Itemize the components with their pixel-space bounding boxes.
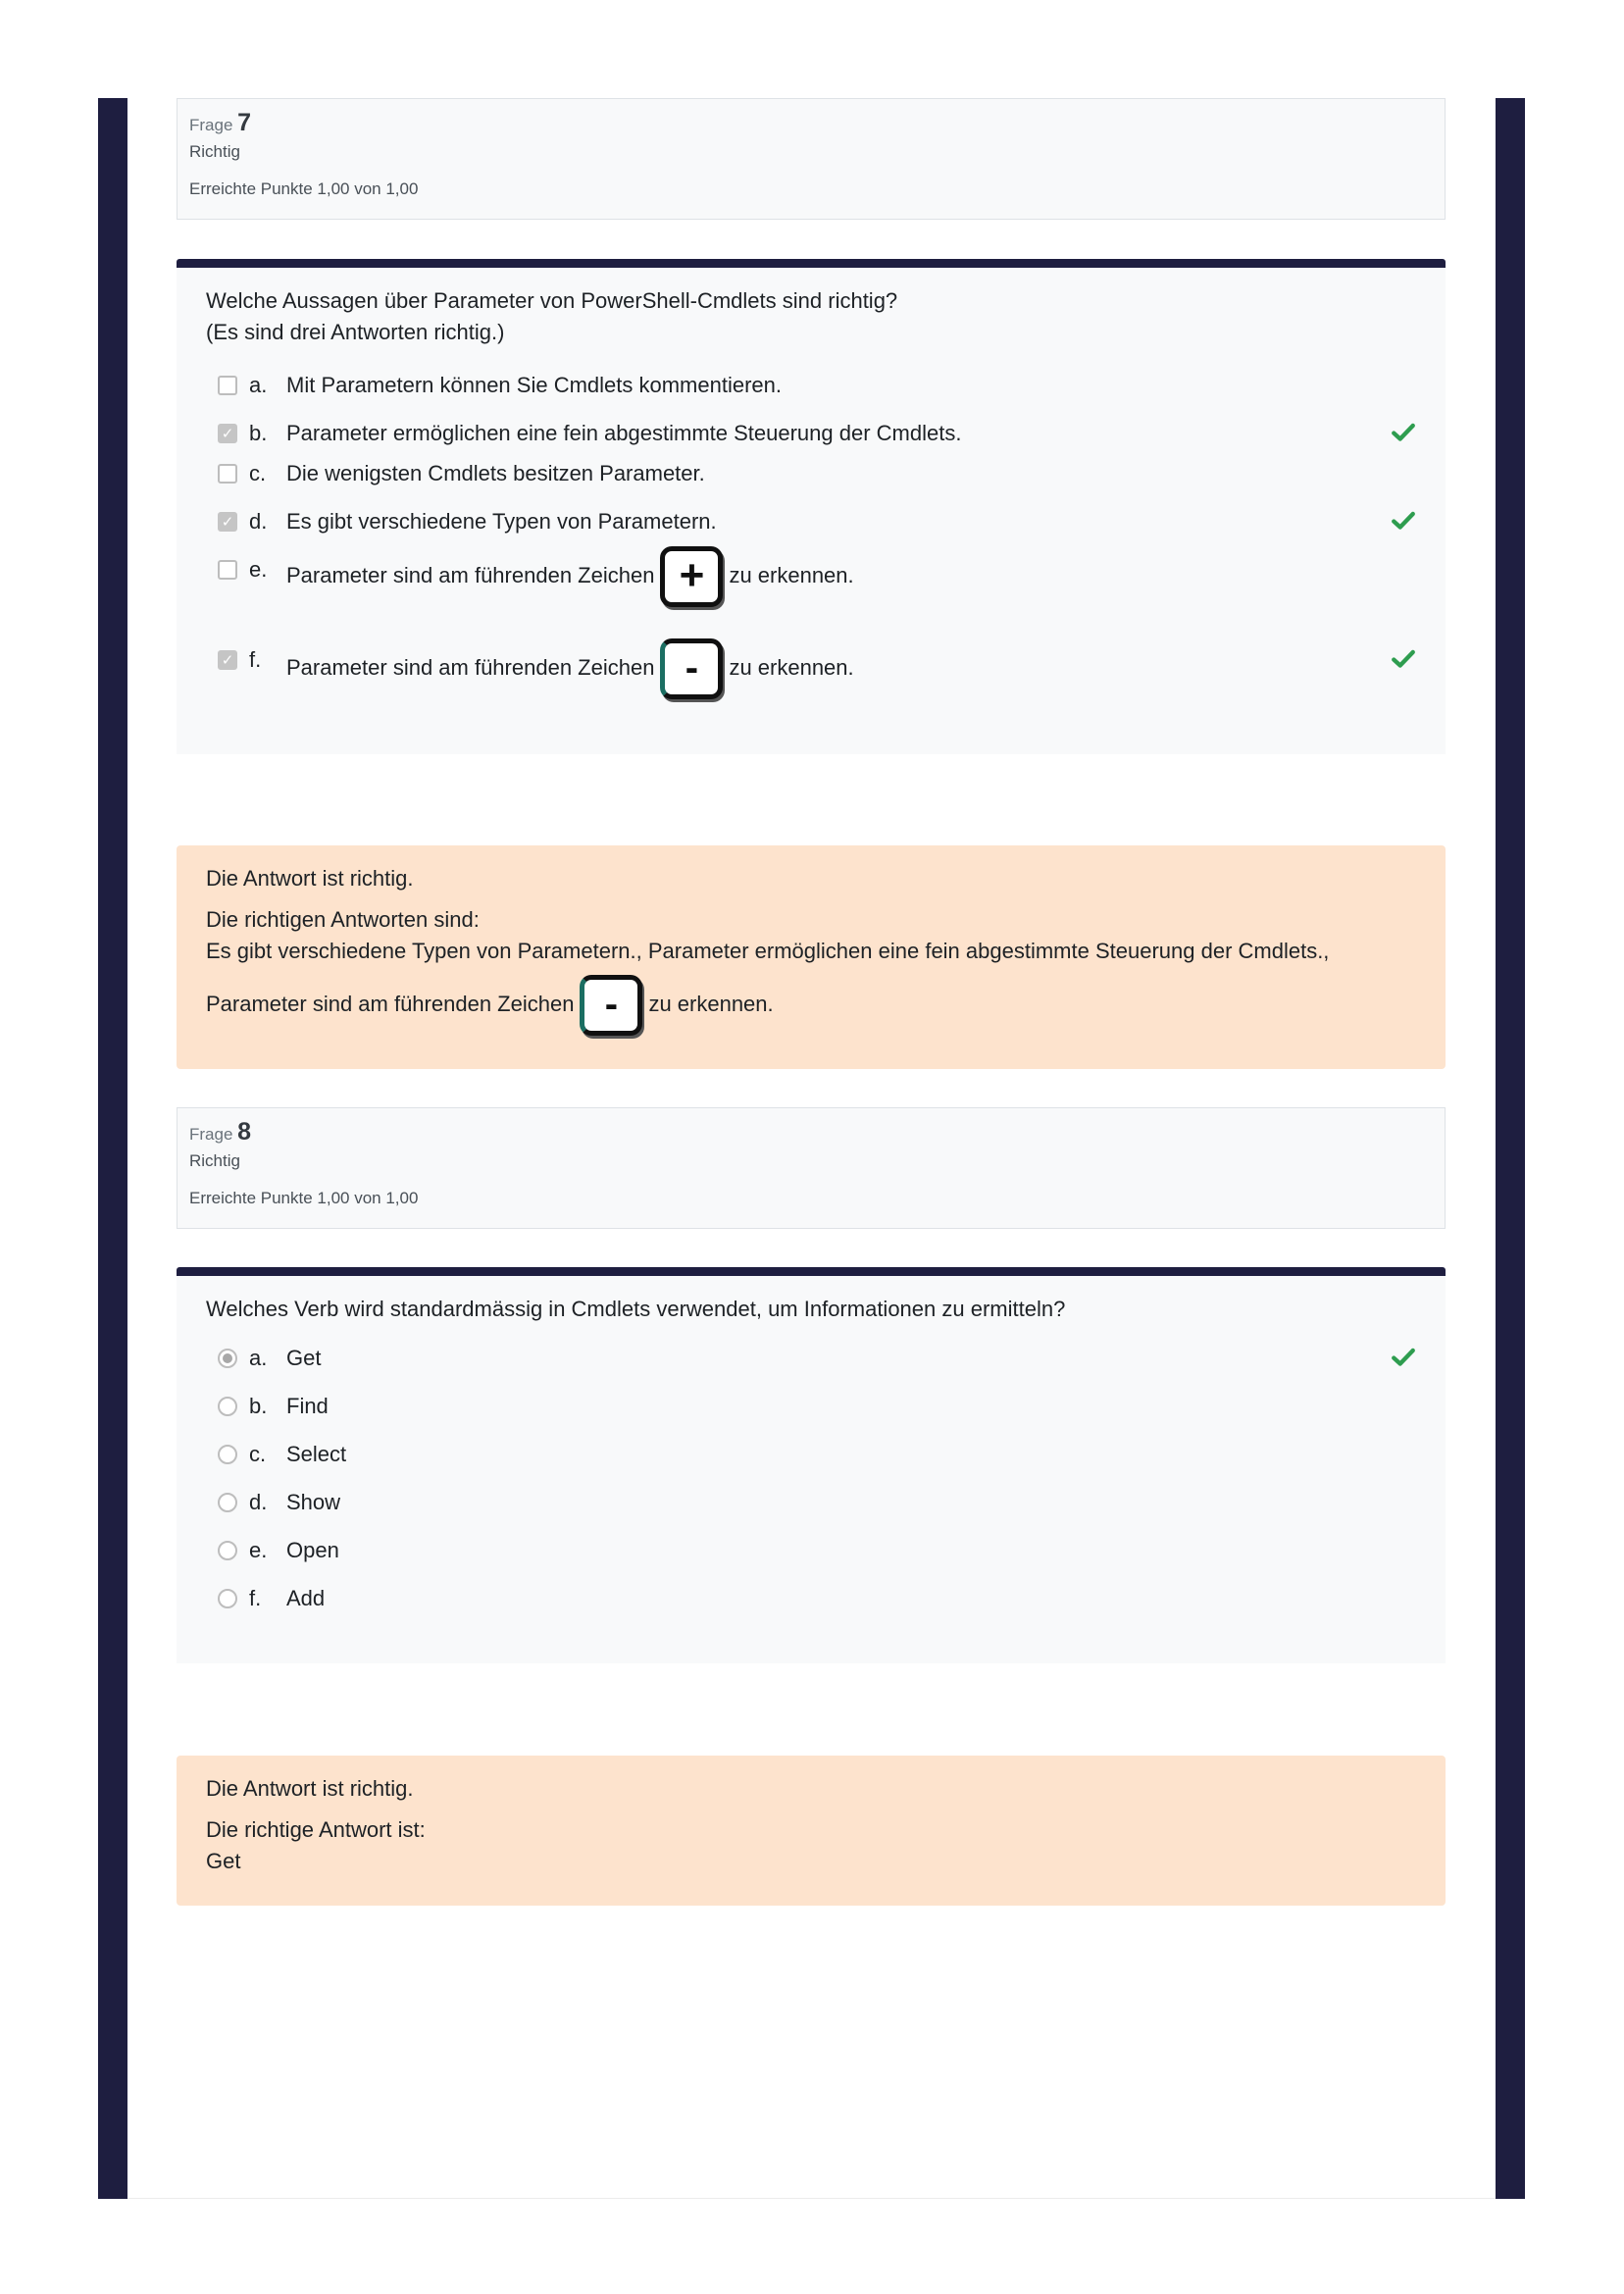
- question-7-info: [177, 98, 1446, 220]
- answer-text-after: zu erkennen.: [729, 654, 854, 680]
- feedback-result: Die Antwort ist richtig.: [206, 1776, 414, 1801]
- question-7-content: [177, 259, 1446, 754]
- answer-text-before: Parameter sind am führenden Zeichen: [286, 654, 655, 680]
- feedback-text-after: zu erkennen.: [648, 991, 774, 1016]
- answer-text: Select: [286, 1442, 347, 1466]
- page-border-left: [98, 98, 127, 2199]
- question-8-content: [177, 1267, 1446, 1663]
- answer-b-checkbox[interactable]: ✓: [218, 424, 237, 443]
- answer-text: Open: [286, 1538, 339, 1562]
- prompt-line: Welche Aussagen über Parameter von PowerShell-Cmdlets sind richtig?: [206, 288, 898, 313]
- answer-letter: e.: [249, 557, 268, 582]
- question-grade: Erreichte Punkte 1,00 von 1,00: [189, 1189, 419, 1207]
- answer-text: [286, 638, 854, 699]
- answer-f[interactable]: [206, 644, 1416, 707]
- answer-text: Es gibt verschiedene Typen von Parametern.: [286, 509, 717, 534]
- answer-d-checkbox[interactable]: ✓: [218, 512, 237, 532]
- answer-letter: a.: [249, 373, 268, 397]
- answer-letter: e.: [249, 1538, 268, 1562]
- page-border-right: [1496, 98, 1525, 2199]
- answer-c[interactable]: [206, 1439, 1416, 1487]
- question-prompt: [206, 285, 1416, 348]
- question-state: Richtig: [189, 1151, 240, 1170]
- question-7-feedback: [177, 845, 1446, 1069]
- answer-letter: f.: [249, 647, 262, 672]
- plus-key-icon: +: [660, 546, 723, 607]
- answer-e[interactable]: [206, 551, 1416, 644]
- answer-a[interactable]: [206, 1343, 1416, 1391]
- answer-a-radio[interactable]: [218, 1349, 237, 1368]
- answer-text: Get: [286, 1346, 322, 1370]
- page-bottom-divider: [127, 2198, 1496, 2199]
- answer-text-after: zu erkennen.: [729, 562, 854, 587]
- feedback-correct-label: Die richtige Antwort ist:: [206, 1817, 426, 1842]
- frage-label: Frage: [189, 1125, 233, 1144]
- feedback-correct-label: Die richtigen Antworten sind:: [206, 907, 480, 932]
- answer-text: Mit Parametern können Sie Cmdlets kommentieren.: [286, 373, 782, 397]
- answer-b[interactable]: [206, 1391, 1416, 1439]
- answer-letter: c.: [249, 1442, 267, 1466]
- answer-text: Find: [286, 1394, 329, 1418]
- answer-text: [286, 546, 854, 607]
- answer-letter: b.: [249, 1394, 268, 1418]
- answer-e-radio[interactable]: [218, 1541, 237, 1560]
- feedback-correct-answers: Es gibt verschiedene Typen von Parametern., Parameter ermöglichen eine fein abgestimmte Steuerung der Cmdlets.,: [206, 939, 1330, 963]
- check-icon: [1391, 646, 1416, 672]
- question-grade: Erreichte Punkte 1,00 von 1,00: [189, 179, 419, 198]
- question-8-info: [177, 1107, 1446, 1229]
- answer-d[interactable]: [206, 1487, 1416, 1535]
- answer-f[interactable]: [206, 1583, 1416, 1631]
- minus-key-icon: -: [580, 975, 642, 1036]
- question-prompt: Welches Verb wird standardmässig in Cmdlets verwendet, um Informationen zu ermitteln?: [206, 1297, 1066, 1321]
- check-icon: [1391, 1345, 1416, 1370]
- answer-letter: c.: [249, 461, 267, 485]
- answer-b-radio[interactable]: [218, 1397, 237, 1416]
- answer-c[interactable]: [206, 458, 1416, 506]
- answer-a[interactable]: [206, 370, 1416, 418]
- feedback-correct-answer: Get: [206, 1849, 241, 1873]
- answer-text: Show: [286, 1490, 341, 1514]
- answer-e[interactable]: [206, 1535, 1416, 1583]
- answer-b[interactable]: [206, 418, 1416, 458]
- answer-text: Add: [286, 1586, 326, 1610]
- answer-e-checkbox[interactable]: [218, 560, 237, 580]
- feedback-result: Die Antwort ist richtig.: [206, 866, 414, 891]
- answer-text: Die wenigsten Cmdlets besitzen Parameter.: [286, 461, 705, 485]
- feedback-correct-answers-cont: [206, 975, 1416, 1036]
- minus-key-icon: -: [660, 638, 723, 699]
- frage-number: 8: [237, 1118, 252, 1146]
- check-icon: [1391, 420, 1416, 445]
- answer-letter: f.: [249, 1586, 262, 1610]
- answer-f-checkbox[interactable]: ✓: [218, 650, 237, 670]
- answer-a-checkbox[interactable]: [218, 376, 237, 395]
- feedback-text-before: Parameter sind am führenden Zeichen: [206, 991, 575, 1016]
- question-number: [189, 109, 1433, 136]
- answer-text: Parameter ermöglichen eine fein abgestimmte Steuerung der Cmdlets.: [286, 421, 962, 445]
- answer-text-before: Parameter sind am führenden Zeichen: [286, 562, 655, 587]
- answer-f-radio[interactable]: [218, 1589, 237, 1608]
- question-state: Richtig: [189, 142, 240, 161]
- question-8-feedback: [177, 1756, 1446, 1906]
- answer-list: [206, 370, 1416, 707]
- answer-c-checkbox[interactable]: [218, 464, 237, 484]
- answer-c-radio[interactable]: [218, 1445, 237, 1464]
- question-number: [189, 1118, 1433, 1146]
- answer-letter: b.: [249, 421, 268, 445]
- answer-list: [206, 1343, 1416, 1631]
- answer-letter: d.: [249, 1490, 268, 1514]
- frage-number: 7: [237, 109, 252, 136]
- prompt-hint: (Es sind drei Antworten richtig.): [206, 320, 505, 344]
- check-icon: [1391, 508, 1416, 534]
- answer-letter: a.: [249, 1346, 268, 1370]
- answer-d-radio[interactable]: [218, 1493, 237, 1512]
- frage-label: Frage: [189, 116, 233, 134]
- answer-letter: d.: [249, 509, 268, 534]
